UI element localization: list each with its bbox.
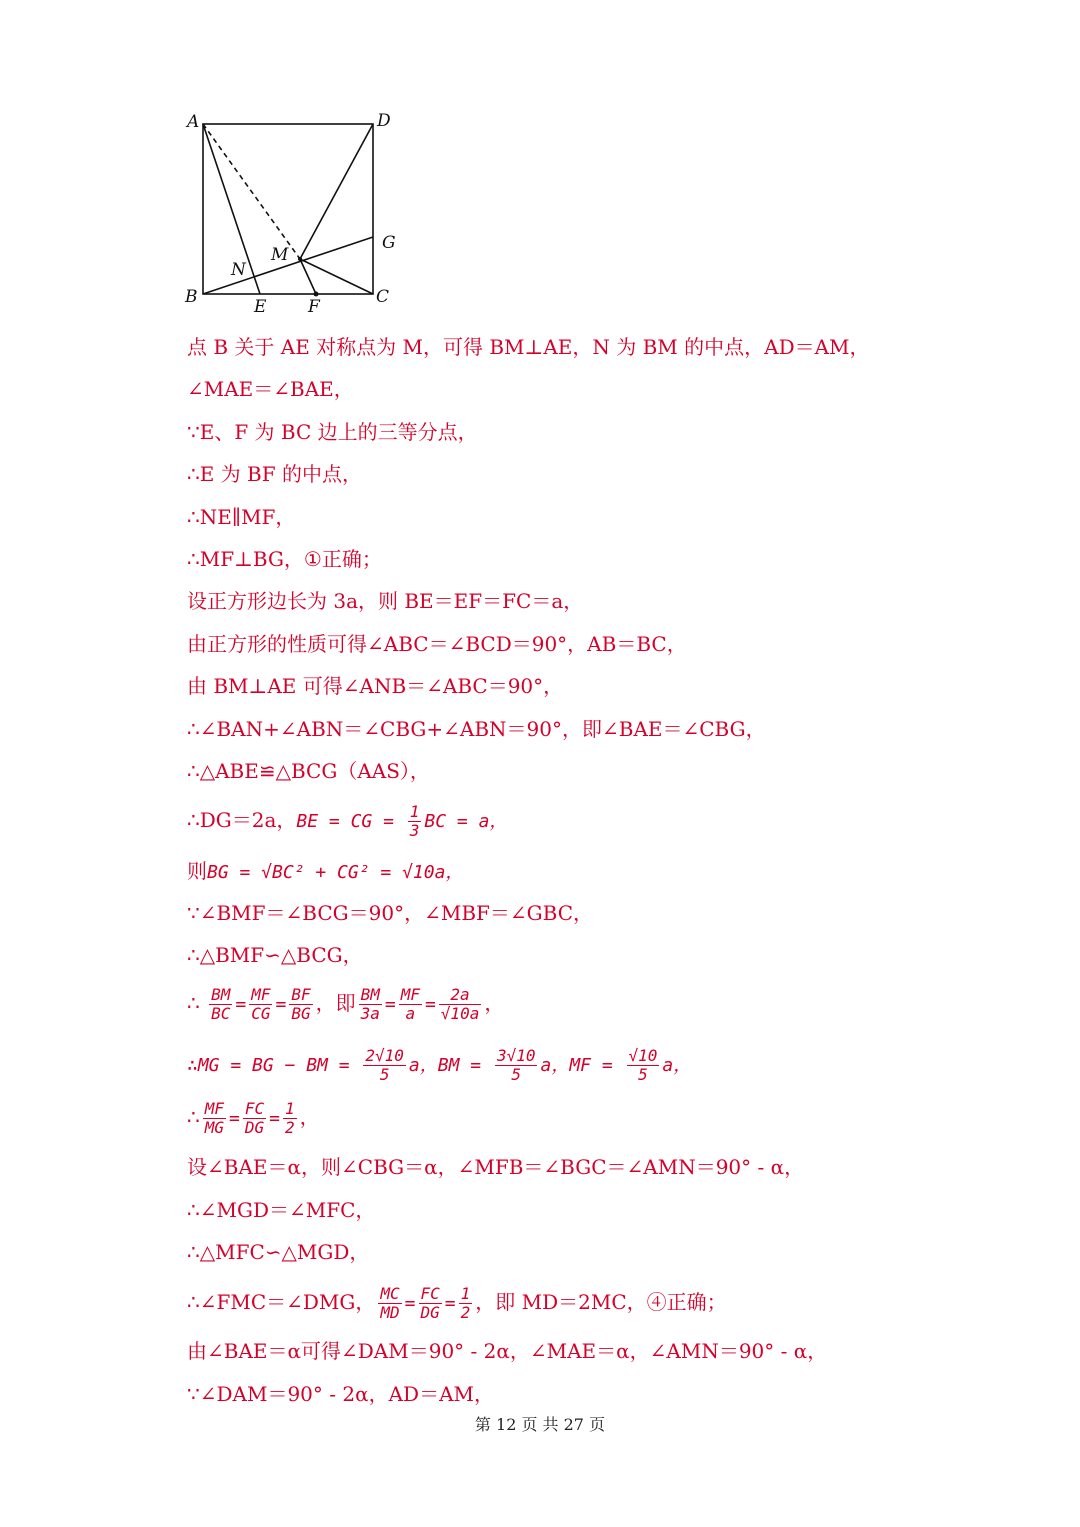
fraction-denominator: 3 bbox=[409, 821, 420, 840]
text-segment: 则 bbox=[187, 859, 207, 883]
fraction bbox=[203, 1100, 226, 1137]
fraction bbox=[283, 1100, 297, 1137]
label-d: D bbox=[377, 111, 391, 131]
fraction-numerator: BF bbox=[291, 985, 311, 1004]
solution-line: ∴△MFC∽△MGD， bbox=[187, 1240, 370, 1264]
fraction-denominator: DG bbox=[420, 1303, 440, 1322]
label-n: N bbox=[231, 260, 246, 280]
page-number-footer: 第 12 页 共 27 页 bbox=[474, 1415, 606, 1434]
fraction-denominator: BC bbox=[211, 1004, 231, 1023]
label-a: A bbox=[187, 112, 200, 132]
fraction-denominator: √10a bbox=[440, 1004, 480, 1023]
equals-sign: = bbox=[275, 994, 287, 1015]
fraction bbox=[249, 986, 272, 1023]
solution-line: 点 B 关于 AE 对称点为 M，可得 BM⊥AE，N 为 BM 的中点，AD＝AM， bbox=[187, 335, 870, 359]
fraction-numerator: 2a bbox=[439, 986, 482, 1005]
fraction-denominator: MG bbox=[204, 1118, 224, 1137]
fraction-numerator: 1 bbox=[284, 1099, 295, 1118]
solution-line: ∵∠BMF＝∠BCG＝90°，∠MBF＝∠GBC， bbox=[187, 901, 594, 925]
fraction bbox=[378, 1285, 401, 1322]
solution-line: ∴E 为 BF 的中点， bbox=[187, 462, 362, 486]
square-abcd bbox=[203, 124, 373, 294]
fraction bbox=[243, 1100, 266, 1137]
fraction bbox=[495, 1047, 538, 1084]
math-expression: ∴MG = BG − BM = bbox=[187, 1055, 361, 1076]
solution-line: ∴MF⊥BG，①正确； bbox=[187, 547, 382, 571]
fraction-denominator: a bbox=[405, 1004, 416, 1023]
solution-line-mg bbox=[187, 1043, 1067, 1087]
solution-line: 由∠BAE＝α可得∠DAM＝90° - 2α，∠MAE＝α，∠AMN＝90° - α， bbox=[187, 1339, 828, 1363]
solution-line: ∴∠BAN+∠ABN＝∠CBG+∠ABN＝90°，即∠BAE＝∠CBG， bbox=[187, 717, 766, 741]
math-expression: a， bbox=[662, 1055, 692, 1076]
math-expression: BG = √BC² + CG² = √10a， bbox=[207, 862, 464, 883]
fraction-numerator: 1 bbox=[460, 1284, 471, 1303]
fraction-numerator: BM bbox=[360, 985, 380, 1004]
label-c: C bbox=[376, 287, 390, 307]
solution-line: 由正方形的性质可得∠ABC＝∠BCD＝90°，AB＝BC， bbox=[187, 632, 687, 656]
equals-sign: = bbox=[229, 1108, 240, 1129]
fraction-denominator: CG bbox=[251, 1004, 271, 1023]
text-segment: ， bbox=[299, 1105, 320, 1129]
fraction-numerator: FC bbox=[420, 1284, 440, 1303]
fraction bbox=[289, 986, 312, 1023]
solution-line-fmc bbox=[187, 1281, 1067, 1325]
equals-sign: = bbox=[444, 1293, 456, 1314]
fraction-denominator: MD bbox=[380, 1303, 400, 1322]
solution-line: ∠MAE＝∠BAE， bbox=[187, 377, 354, 401]
fraction-denominator: 5 bbox=[379, 1065, 390, 1084]
fraction-numerator: MF bbox=[251, 985, 271, 1004]
fraction-denominator: 2 bbox=[284, 1118, 295, 1137]
equals-sign: = bbox=[424, 994, 436, 1015]
fraction bbox=[209, 986, 232, 1023]
segment-mc bbox=[300, 259, 373, 294]
solution-line-ratio bbox=[187, 982, 1067, 1026]
solution-line-mf-mg bbox=[187, 1096, 1067, 1140]
point-f-dot bbox=[314, 292, 319, 297]
math-expression: a，MF = bbox=[540, 1055, 624, 1076]
text-segment: ∴ bbox=[187, 1105, 200, 1129]
solution-line: 设∠BAE＝α，则∠CBG＝α，∠MFB＝∠BGC＝∠AMN＝90° - α， bbox=[187, 1155, 805, 1179]
fraction-numerator: MC bbox=[380, 1284, 400, 1303]
solution-line: ∴∠MGD＝∠MFC， bbox=[187, 1198, 376, 1222]
segment-dm bbox=[300, 124, 373, 259]
geometry-figure bbox=[180, 105, 410, 320]
solution-line: ∵∠DAM＝90° - 2α，AD＝AM， bbox=[187, 1382, 494, 1406]
fraction bbox=[419, 1285, 442, 1322]
fraction-numerator: 2√10 bbox=[365, 1046, 404, 1065]
segment-am-dashed bbox=[203, 124, 300, 259]
fraction-numerator: 1 bbox=[409, 802, 420, 821]
fraction bbox=[359, 986, 382, 1023]
label-b: B bbox=[185, 287, 198, 307]
solution-line-bg bbox=[187, 858, 1067, 886]
fraction-numerator: FC bbox=[244, 1099, 265, 1118]
solution-line-dg bbox=[187, 800, 1067, 842]
fraction-numerator: 3√10 bbox=[496, 1046, 536, 1065]
segment-mf bbox=[300, 259, 316, 294]
solution-line: ∴NE∥MF， bbox=[187, 505, 296, 529]
math-expression: BE = CG = bbox=[296, 811, 405, 832]
fraction-denominator: 5 bbox=[511, 1065, 522, 1084]
fraction-numerator: √10 bbox=[628, 1046, 658, 1065]
fraction bbox=[399, 986, 422, 1023]
solution-line: 设正方形边长为 3a，则 BE＝EF＝FC＝a， bbox=[187, 589, 584, 613]
equals-sign: = bbox=[269, 1108, 280, 1129]
fraction-denominator: 5 bbox=[638, 1065, 648, 1084]
equals-sign: = bbox=[404, 1293, 416, 1314]
text-segment: ，即 MD＝2MC，④正确； bbox=[475, 1290, 727, 1314]
label-m: M bbox=[271, 245, 289, 265]
text-segment: ∴ bbox=[187, 991, 200, 1015]
fraction-numerator: BM bbox=[211, 985, 231, 1004]
fraction bbox=[627, 1047, 660, 1084]
text-segment: ∴∠FMC＝∠DMG， bbox=[187, 1290, 376, 1314]
solution-line: ∴△ABE≌△BCG（AAS）， bbox=[187, 759, 430, 783]
label-f: F bbox=[308, 297, 320, 317]
fraction-denominator: 2 bbox=[460, 1303, 471, 1322]
label-g: G bbox=[382, 233, 396, 253]
text-segment: ∴DG＝2a， bbox=[187, 808, 297, 832]
fraction-denominator: BG bbox=[291, 1004, 311, 1023]
fraction bbox=[439, 986, 482, 1023]
solution-line: ∵E、F 为 BC 边上的三等分点， bbox=[187, 420, 478, 444]
equals-sign: = bbox=[235, 994, 247, 1015]
text-segment: ， bbox=[484, 991, 505, 1015]
equals-sign: = bbox=[384, 994, 396, 1015]
label-e: E bbox=[254, 297, 267, 317]
fraction bbox=[408, 803, 422, 840]
fraction-denominator: 3a bbox=[360, 1004, 380, 1023]
fraction bbox=[363, 1047, 406, 1084]
math-expression: BC = a， bbox=[424, 811, 508, 832]
math-expression: a，BM = bbox=[408, 1055, 492, 1076]
point-m-dot bbox=[298, 257, 302, 261]
text-segment: ，即 bbox=[315, 991, 356, 1015]
fraction bbox=[459, 1285, 473, 1322]
solution-line: 由 BM⊥AE 可得∠ANB＝∠ABC＝90°， bbox=[187, 674, 564, 698]
fraction-denominator: DG bbox=[244, 1118, 265, 1137]
fraction-numerator: MF bbox=[204, 1099, 224, 1118]
fraction-numerator: MF bbox=[400, 985, 420, 1004]
solution-line: ∴△BMF∽△BCG， bbox=[187, 943, 363, 967]
